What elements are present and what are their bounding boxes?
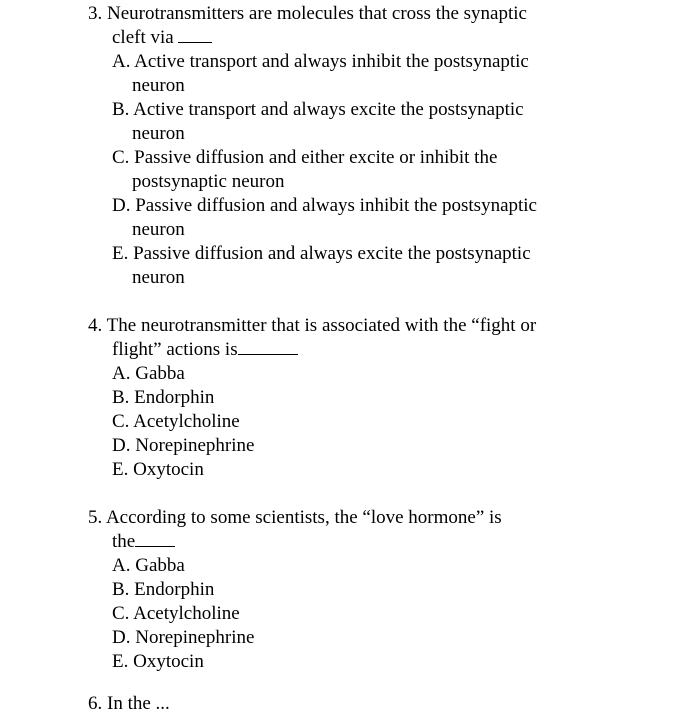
question-5-option-e: E. Oxytocin bbox=[112, 651, 204, 672]
question-5-stem-line-2: the bbox=[112, 530, 175, 554]
answer-blank bbox=[178, 26, 212, 43]
question-4-stem-line-1: 4. The neurotransmitter that is associated with the “fight or bbox=[88, 315, 537, 336]
question-5-option-b: B. Endorphin bbox=[112, 579, 215, 600]
question-3-option-a-cont: neuron bbox=[132, 75, 185, 96]
question-5-option-d: D. Norepinephrine bbox=[112, 627, 255, 648]
question-5-option-c: C. Acetylcholine bbox=[112, 603, 240, 624]
question-3-number: 3. bbox=[88, 3, 103, 24]
question-4-stem-line-2: flight” actions is bbox=[112, 338, 298, 362]
answer-blank bbox=[238, 338, 298, 355]
question-5-option-a: A. Gabba bbox=[112, 555, 185, 576]
question-3-option-c-cont: postsynaptic neuron bbox=[132, 171, 285, 192]
question-3-option-e: E. Passive diffusion and always excite the postsynaptic bbox=[112, 243, 531, 264]
question-3-option-c: C. Passive diffusion and either excite or inhibit the bbox=[112, 147, 498, 168]
question-5-number: 5. bbox=[88, 507, 103, 528]
question-3-option-d: D. Passive diffusion and always inhibit the postsynaptic bbox=[112, 195, 537, 216]
question-4-option-a: A. Gabba bbox=[112, 363, 185, 384]
question-3-option-d-cont: neuron bbox=[132, 219, 185, 240]
question-3-option-b-cont: neuron bbox=[132, 123, 185, 144]
question-3-stem-line-2: cleft via bbox=[112, 26, 212, 50]
question-6-partial: 6. In the ... bbox=[88, 693, 170, 714]
question-4-option-c: C. Acetylcholine bbox=[112, 411, 240, 432]
question-3-stem-line-1: 3. Neurotransmitters are molecules that cross the synaptic bbox=[88, 3, 527, 24]
question-3-option-b: B. Active transport and always excite the postsynaptic bbox=[112, 99, 524, 120]
question-4-option-b: B. Endorphin bbox=[112, 387, 215, 408]
question-3-option-e-cont: neuron bbox=[132, 267, 185, 288]
question-5-stem-line-1: 5. According to some scientists, the “love hormone” is bbox=[88, 507, 502, 528]
answer-blank bbox=[135, 530, 175, 547]
question-4-option-d: D. Norepinephrine bbox=[112, 435, 255, 456]
question-4-option-e: E. Oxytocin bbox=[112, 459, 204, 480]
question-3-option-a: A. Active transport and always inhibit the postsynaptic bbox=[112, 51, 529, 72]
question-4-number: 4. bbox=[88, 315, 103, 336]
